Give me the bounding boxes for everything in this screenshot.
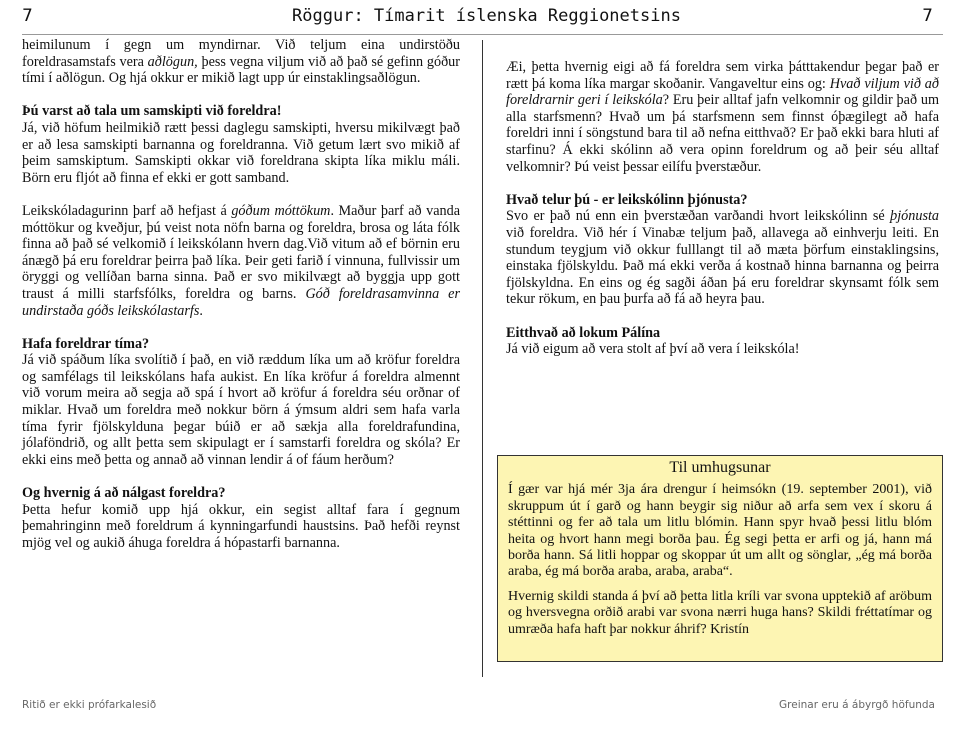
footer-left: Ritið er ekki prófarkalesið: [22, 699, 157, 711]
sidebar-paragraph: Hvernig skildi standa á því að þetta litla kríli var svona upptekið af aröbum og hversvegna orðið arabi var svona nærri huga hans? Skildi fréttatímar og umræða hafa haft þar nokkur áhrif? Kristín: [508, 588, 932, 637]
text-emphasis: Hvað viljum við að foreldrarnir geri í leikskóla: [506, 75, 939, 109]
right-column: [506, 59, 939, 358]
question-heading: Eitthvað að lokum Pálína: [506, 324, 661, 341]
answer-paragraph: Já, við höfum heilmikið rætt þessi daglegu samskipti, hversu mikilvægt það er að lesa samskipti barnanna og foreldranna. Við getum lært svo mikið af þeim samskiptum. Samskipti okkar við foreldrana skipta líka miklu máli. Börn eru fljót að finna ef ekki er gott samband.: [22, 119, 460, 186]
text-run: Æi, þetta hvernig eigi að fá foreldra sem virka þátttakendur þegar það er rætt þá koma líka margar skoðanir. Vangaveltur eins og:: [506, 59, 939, 92]
answer-paragraph: [22, 203, 460, 319]
sidebar-title: Til umhugsunar: [669, 459, 771, 476]
text-run: . Maður þarf að vanda móttökur og kveðjur, þú veist nota nöfn barna og foreldra, brosa og láta fólk finna að það sé velkomið í leikskólann hvern dag.Við vitum að ef börnin eru ánægð þá eru foreldrar þeirra það líka. Þeir geti farið í vinnuna, fullvissir um öryggi og vellíðan barna sinna. Það er svo mikilvægt að byggja upp gott traust á milli starfsfólks, foreldra og barns.: [22, 202, 460, 302]
question-heading: Hafa foreldrar tíma?: [22, 335, 150, 352]
footer-right: Greinar eru á ábyrgð höfunda: [779, 699, 935, 711]
intro-emphasis: aðlögun,: [147, 53, 198, 70]
text-emphasis: þjónusta: [890, 208, 939, 225]
answer-paragraph: Já við eigum að vera stolt af því að vera í leikskóla!: [506, 341, 800, 358]
question-heading: Hvað telur þú - er leikskólinn þjónusta?: [506, 191, 748, 208]
text-run: við foreldra. Við hér í Vinabæ teljum það, allavega að einhverju leiti. En stundum teygjum við okkur fulllangt til að mæta þörfum einstaklingsins, einstaka fjölskyldu. Það má ekki verða á kostnað hinna barnanna og þeirra fjölskyldna. En eins og ég sagði áðan þá eru foreldrar skynsamt fólk sem tekur rökum, en þau þurfa að fá að heyra þau.: [506, 224, 939, 308]
text-emphasis: Góð foreldrasamvinna er undirstaða góðs leikskólastarfs: [22, 285, 460, 319]
question-heading: Þú varst að tala um samskipti við foreldra!: [22, 103, 282, 120]
intro-text: heimilunum í gegn um myndirnar. Við teljum eina undirstöðu foreldrasamstafs vera: [22, 37, 460, 70]
column-divider: [482, 40, 483, 677]
text-run: ? Eru þeir alltaf jafn velkomnir og gildir það um alla starfsmenn? Hvað um þá starfsmenn sem finnst óþægilegt að hafa foreldri inni í söngstund bara til að nefna eitthvað? Er það ekki bara hluti af starfinu? Á ekki skólinn að vera opinn foreldrum og að þeir séu alltaf velkomnir? Þú veist þessar eilífu þverstæður.: [506, 92, 939, 175]
header-rule: [22, 34, 943, 35]
journal-title: Röggur: Tímarit íslenska Reggionetsins: [292, 6, 681, 26]
answer-paragraph: [506, 59, 939, 175]
left-column: [22, 37, 460, 551]
text-run: .: [199, 302, 203, 319]
answer-paragraph: Já við spáðum líka svolítið í það, en við ræddum líka um að kröfur foreldra og samfélags til leikskólans hafa aukist. En líka kröfur á foreldra almennt við vorum meira að segja að spá í hvort að kröfur á foreldra séu orðnar of miklar. Hvað um foreldra með nokkur börn á ýmsum aldri sem hafa varla tíma fyrir fjölskylduna þegar búið er að sækja alla foreldrafundina, jólaföndrið, og allt þetta sem skipulagt er í samstarfi foreldra og skóla? Er ekki eins með þetta og annað að vinnan lendir á of fáum herðum?: [22, 352, 460, 468]
intro-text-end: þess vegna viljum við að það sé gefinn góður tími í aðlögun. Og hjá okkur er mikið lagt upp úr einstaklingsaðlögun.: [22, 53, 460, 87]
page-number-left: 7: [22, 6, 33, 26]
sidebar-box: [497, 455, 943, 662]
question-heading: Og hvernig á að nálgast foreldra?: [22, 485, 226, 502]
page-header: [0, 0, 973, 36]
intro-paragraph: [22, 37, 460, 87]
sidebar-paragraph: Í gær var hjá mér 3ja ára drengur í heimsókn (19. september 2001), við skruppum út í garð og hann beygir sig niður að arfa sem vex í skoru á stéttinni og fer að tala um litlu blómin. Hann spyr hvað þessi litlu blóm heita og hvort hann megi borða þau. Ég segi þetta er arfi og já, hann má borða hann. Sá litli hoppar og skoppar út um allt og sönglar, „ég má borða araba, ég má borða araba, araba, araba“.: [508, 482, 932, 580]
text-emphasis: góðum móttökum: [231, 202, 331, 219]
text-run: Svo er það nú enn ein þverstæðan varðandi hvort leikskólinn sé: [506, 208, 891, 225]
page-number-right: 7: [922, 6, 933, 26]
answer-paragraph: Þetta hefur komið upp hjá okkur, ein segist alltaf fara í gegnum þemahringinn með foreldrum á kynningarfundi haustsins. Það hefði reynst mjög vel og aukið áhuga foreldra á hópastarfi barnanna.: [22, 501, 460, 551]
text-run: Leikskóladagurinn þarf að hefjast á: [22, 202, 232, 219]
answer-paragraph: [506, 208, 939, 308]
